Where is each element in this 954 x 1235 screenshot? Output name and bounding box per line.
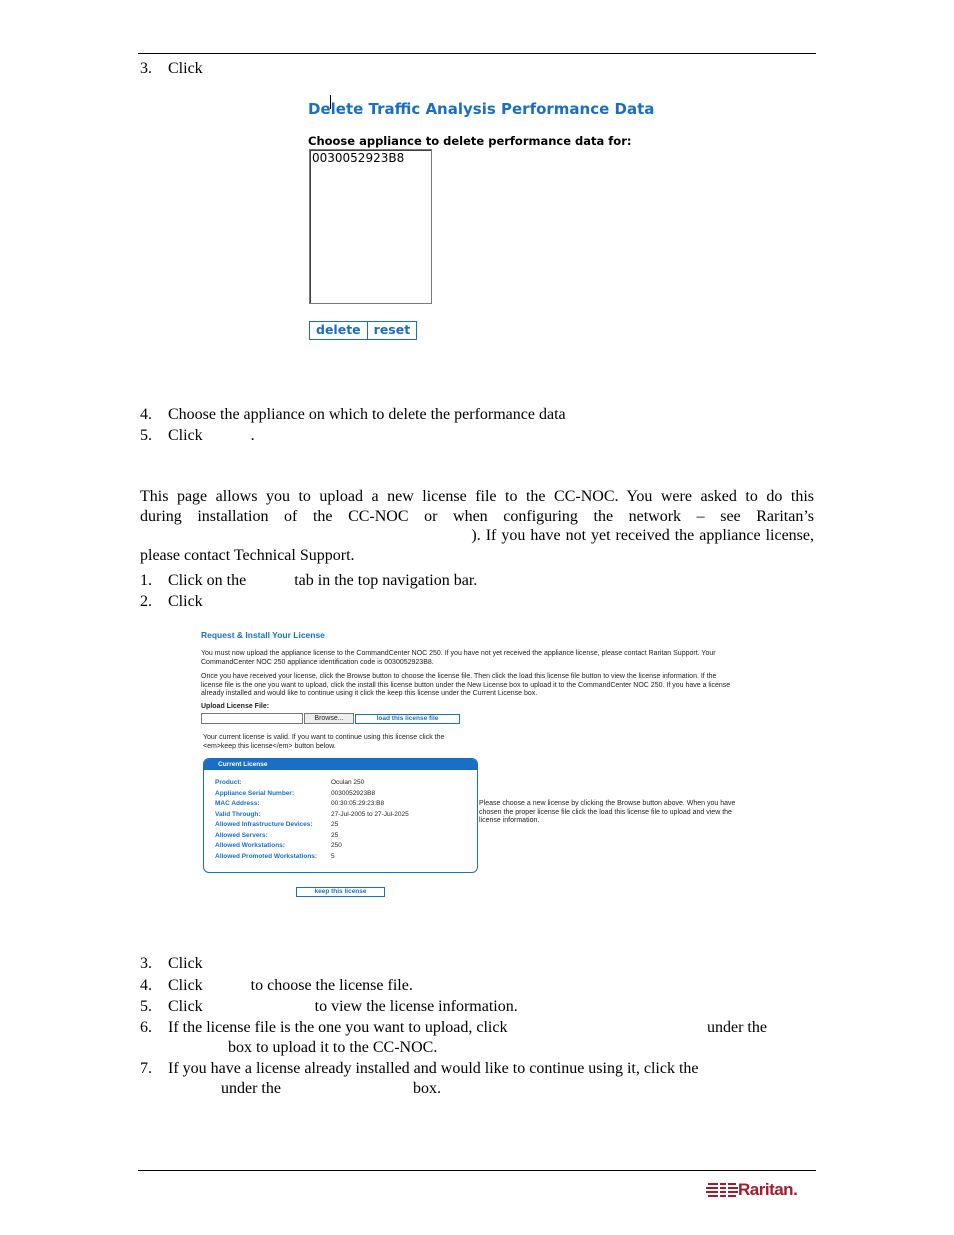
delete-performance-panel: [308, 98, 668, 348]
license-row-label: Allowed Infrastructure Devices:: [215, 821, 313, 828]
footer-rule: [138, 1170, 816, 1171]
license-screen: [200, 628, 760, 908]
keep-license-button[interactable]: keep this license: [296, 887, 385, 897]
step-number: 1.: [140, 572, 152, 589]
current-license-box: [203, 758, 478, 873]
browse-button[interactable]: Browse...: [304, 713, 354, 724]
button-row: [309, 321, 417, 340]
step-number: 5.: [140, 427, 152, 444]
license-row-label: Allowed Workstations:: [215, 842, 285, 849]
load-license-button[interactable]: load this license file: [355, 714, 460, 724]
step-text: If the license file is the one you want to upload, click: [168, 1019, 508, 1036]
upload-label: Upload License File:: [201, 703, 270, 710]
license-intro: You must now upload the appliance license to the CommandCenter NOC 250. If you have not yet received the appliance license, please contact Raritan Support. Your CommandCenter NOC 250 appliance identification code is 0030052923B8.: [201, 650, 716, 666]
license-row-label: Product:: [215, 779, 242, 786]
paragraph-line-2: during installation of the CC-NOC or when configuring the network – see Raritan’s: [140, 507, 814, 525]
current-license-header: Current License: [204, 759, 477, 770]
step-text: Click on the tab in the top navigation bar.: [168, 572, 478, 589]
step-number: 5.: [140, 998, 152, 1015]
raritan-logo-text: Raritan.: [738, 1180, 798, 1199]
panel-title: Delete Traffic Analysis Performance Data: [308, 100, 655, 118]
step-text: under the: [221, 1080, 281, 1097]
license-row-value: 0030052923B8: [331, 789, 376, 797]
delete-button[interactable]: delete: [309, 321, 368, 340]
license-row-label: Appliance Serial Number:: [215, 789, 295, 797]
appliance-option[interactable]: 0030052923B8: [312, 151, 405, 165]
license-row-label: MAC Address:: [215, 800, 260, 807]
choose-license-hint: Please choose a new license by clicking the Browse button above. When you have chosen the proper license file click the load this license file to upload and view the license information.: [479, 800, 736, 824]
step-text: Click: [168, 60, 203, 77]
step-number: 4.: [140, 977, 152, 994]
step-number: 3.: [140, 955, 152, 972]
license-row-value: 25: [331, 831, 339, 839]
step-text: Click: [168, 593, 203, 610]
step-text: Click to choose the license file.: [168, 977, 413, 994]
step-number: 4.: [140, 406, 152, 423]
raritan-logo-icon: [706, 1181, 740, 1201]
license-row-label: Allowed Servers:: [215, 831, 268, 839]
step-text: If you have a license already installed and would like to continue using it, click the: [168, 1060, 699, 1077]
license-info: Once you have received your license, click the Browse button to choose the license file. Then click the load this license file button to view the license information. If the license file is the one you want to upload, click the install this license button under the New License box to upload it to the CommandCenter NOC 250. If you have a license already installed and would like to continue using it click the keep this license under the Current License box.: [201, 673, 731, 697]
step-text: Choose the appliance on which to delete the performance data: [168, 406, 566, 423]
license-title: Request & Install Your License: [201, 630, 325, 640]
step-text: box.: [413, 1080, 441, 1097]
license-row-value: Oculan 250: [331, 779, 365, 786]
header-rule: [138, 53, 816, 54]
paragraph-line-1: This page allows you to upload a new license file to the CC-NOC. You were asked to do this: [140, 488, 814, 505]
step-text: under the: [707, 1019, 767, 1036]
paragraph-line-4: please contact Technical Support.: [140, 546, 355, 564]
license-row-label: Allowed Promoted Workstations:: [215, 852, 318, 860]
license-row-value: 250: [331, 842, 342, 849]
license-row-value: 5: [331, 852, 335, 860]
step-number: 3.: [140, 60, 152, 77]
step-number: 2.: [140, 593, 152, 610]
license-row-value: 25: [331, 821, 339, 828]
step-number: 7.: [140, 1060, 152, 1077]
appliance-label: Choose appliance to delete performance data for:: [308, 134, 632, 148]
raritan-logo: [706, 1180, 814, 1202]
step-text: Click to view the license information.: [168, 998, 518, 1015]
license-row-value: 27-Jul-2005 to 27-Jul-2025: [331, 810, 409, 818]
step-text: Click .: [168, 427, 255, 444]
step-text: box to upload it to the CC-NOC.: [228, 1039, 438, 1056]
step-number: 6.: [140, 1019, 152, 1036]
paragraph-line-3: ). If you have not yet received the appliance license,: [471, 527, 814, 544]
license-row-label: Valid Through:: [215, 810, 261, 818]
license-row-value: 00:30:05:29:23:B8: [331, 800, 385, 807]
license-paragraph: [140, 487, 814, 565]
reset-button[interactable]: reset: [368, 321, 418, 340]
step-text: Click: [168, 955, 203, 972]
appliance-listbox[interactable]: [309, 149, 432, 304]
license-file-input[interactable]: [201, 713, 303, 724]
valid-message: Your current license is valid. If you want to continue using this license click the <em>keep this license</em> button below.: [203, 734, 445, 750]
